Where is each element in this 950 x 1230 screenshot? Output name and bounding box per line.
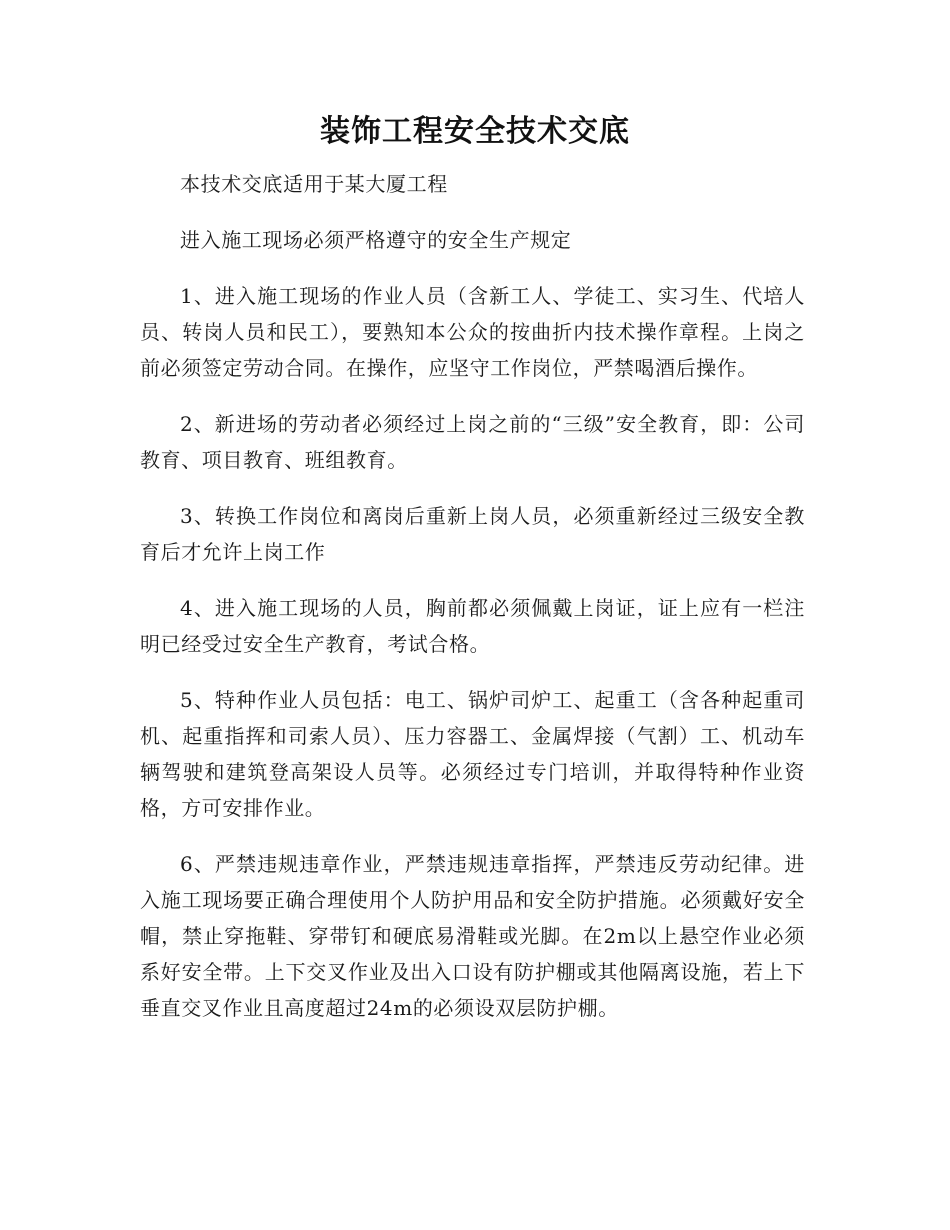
paragraph-heading: 进入施工现场必须严格遵守的安全生产规定 — [180, 228, 572, 252]
paragraph-scope: 本技术交底适用于某大厦工程 — [180, 172, 448, 196]
paragraph-item-2: 2、新进场的劳动者必须经过上岗之前的“三级”安全教育，即：公司教育、项目教育、班组教育。 — [140, 412, 805, 472]
paragraph-item-3: 3、转换工作岗位和离岗后重新上岗人员，必须重新经过三级安全教育后才允许上岗工作 — [140, 504, 805, 564]
paragraph-item-4: 4、进入施工现场的人员，胸前都必须佩戴上岗证，证上应有一栏注明已经受过安全生产教育，考试合格。 — [140, 596, 805, 656]
paragraph-item-6: 6、严禁违规违章作业，严禁违规违章指挥，严禁违反劳动纪律。进入施工现场要正确合理使用个人防护用品和安全防护措施。必须戴好安全帽，禁止穿拖鞋、穿带钉和硬底易滑鞋或光脚。在2m以上悬空作业必须系好安全带。上下交叉作业及出入口设有防护棚或其他隔离设施，若上下垂直交叉作业且高度超过24m的必须设双层防护棚。 — [140, 852, 805, 1020]
document-title: 装饰工程安全技术交底 — [320, 114, 630, 149]
document-body — [140, 166, 805, 1046]
paragraph-item-1: 1、进入施工现场的作业人员（含新工人、学徒工、实习生、代培人员、转岗人员和民工），要熟知本公众的按曲折内技术操作章程。上岗之前必须签定劳动合同。在操作，应坚守工作岗位，严禁喝酒后操作。 — [140, 284, 805, 380]
paragraph-item-5: 5、特种作业人员包括：电工、锅炉司炉工、起重工（含各种起重司机、起重指挥和司索人员）、压力容器工、金属焊接（气割）工、机动车辆驾驶和建筑登高架设人员等。必须经过专门培训，并取得特种作业资格，方可安排作业。 — [140, 688, 805, 820]
